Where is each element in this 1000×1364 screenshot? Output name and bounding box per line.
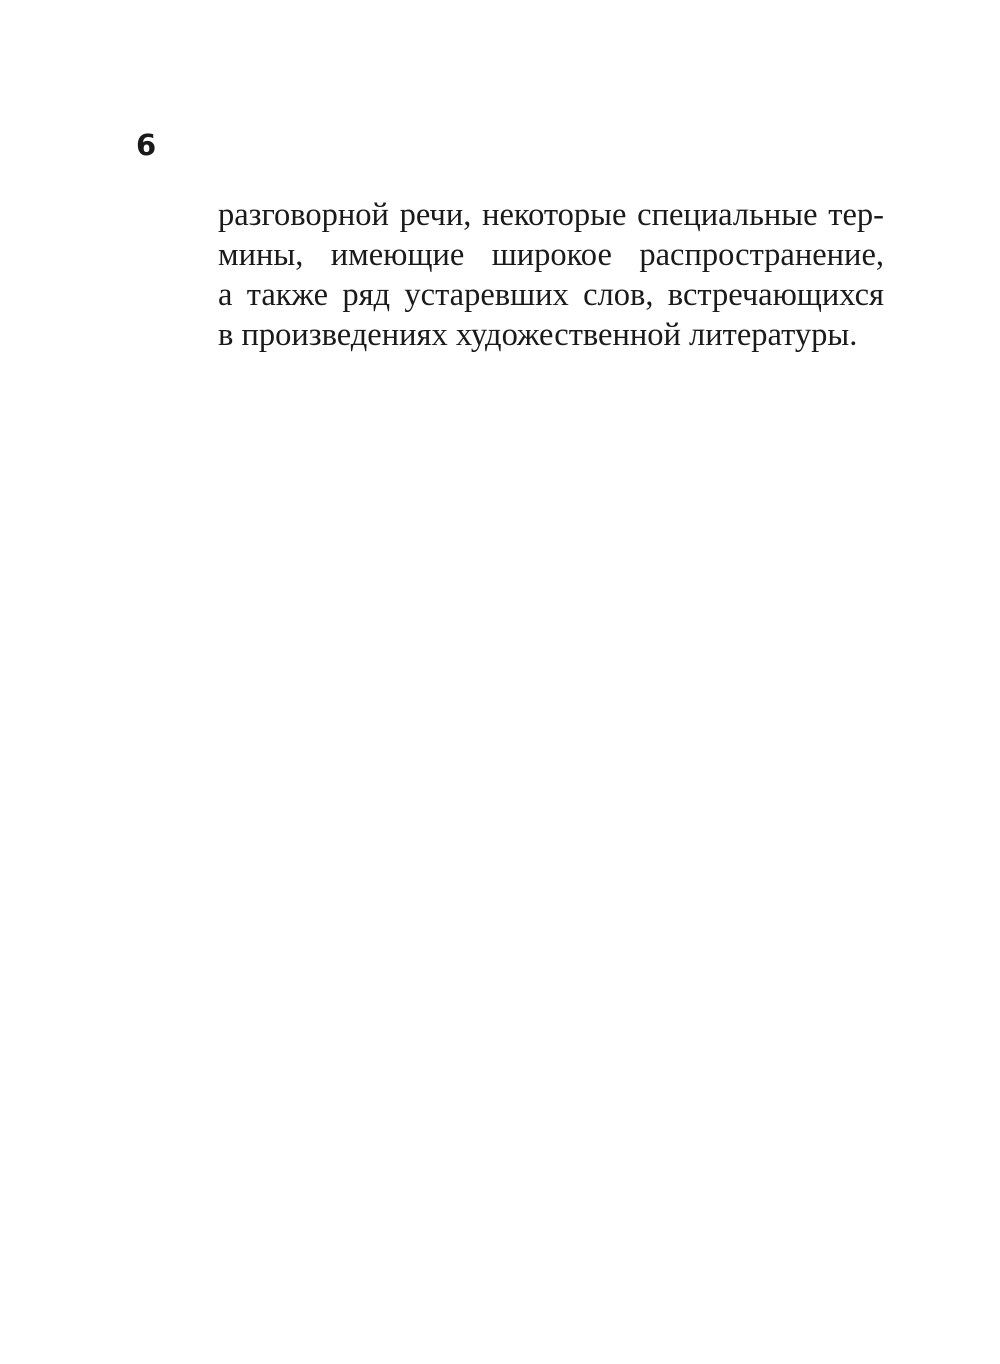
page-number: 6: [136, 128, 157, 162]
text-line: мины, имеющие широкое распространение,: [218, 237, 884, 273]
text-line: в произведениях художественной литературы.: [218, 317, 858, 353]
text-line: а также ряд устаревших слов, встречающихся: [218, 277, 884, 313]
text-line: разговорной речи, некоторые специальные тер-: [218, 197, 884, 233]
body-paragraph: [218, 195, 884, 355]
